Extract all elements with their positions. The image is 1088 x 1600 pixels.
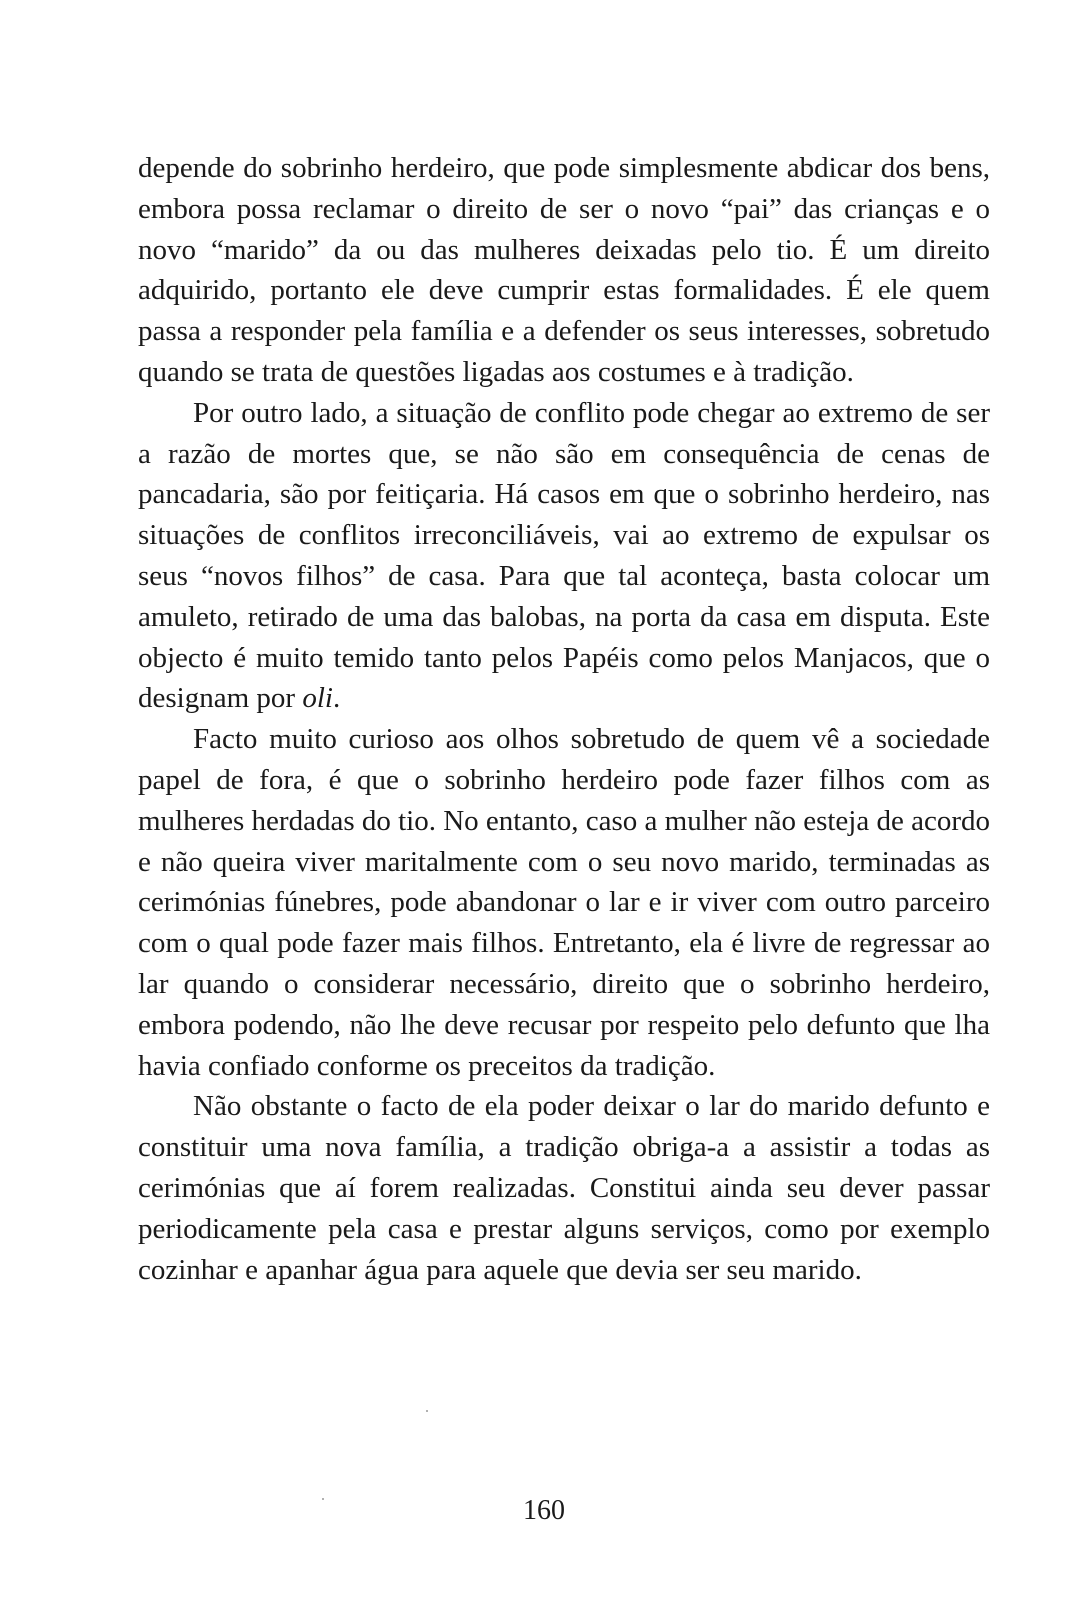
paragraph-2-text: Por outro lado, a situação de conflito pode chegar ao extremo de ser a razão de mortes que, se não são em consequência de cenas de pancadaria, são por feitiçaria. Há casos em que o sobrinho herdeiro, nas situações de conflitos irreconciliáveis, vai ao extremo de expulsar os seus “novos filhos” de casa. Para que tal aconteça, basta colocar um amuleto, retirado de uma das balobas, na porta da casa em disputa. Este objecto é muito temido tanto pelos Papéis como pelos Manjacos, que o designam por: [138, 396, 990, 715]
paragraph-3: Facto muito curioso aos olhos sobretudo de quem vê a sociedade papel de fora, é que o sobrinho herdeiro pode fazer filhos com as mulheres herdadas do tio. No entanto, caso a mulher não esteja de acordo e não queira viver maritalmente com o seu novo marido, terminadas as cerimónias fúnebres, pode abandonar o lar e ir viver com outro parceiro com o qual pode fazer mais filhos. Entretanto, ela é livre de regressar ao lar quando o considerar necessário, direito que o sobrinho herdeiro, embora podendo, não lhe deve recusar por respeito pelo defunto que lha havia confiado conforme os preceitos da tradição.: [138, 723, 990, 1082]
paragraph-1: depende do sobrinho herdeiro, que pode simplesmente abdicar dos bens, embora possa reclamar o direito de ser o novo “pai” das crianças e o novo “marido” da ou das mulheres deixadas pelo tio. É um direito adquirido, portanto ele deve cumprir estas formalidades. É ele quem passa a responder pela família e a defender os seus interesses, sobretudo quando se trata de questões ligadas aos costumes e à tradição.: [138, 152, 990, 388]
paragraph-4: Não obstante o facto de ela poder deixar o lar do marido defunto e constituir uma nova família, a tradição obriga-a a assistir a todas as cerimónias que aí forem realizadas. Constitui ainda seu dever passar periodicamente pela casa e prestar alguns serviços, como por exemplo cozinhar e apanhar água para aquele que devia ser seu marido.: [138, 1090, 990, 1286]
scan-speck: [426, 1410, 428, 1412]
paragraph-2-emphasis: oli: [302, 682, 333, 715]
page-body-text: [138, 148, 990, 1290]
page-number: 160: [523, 1495, 565, 1526]
scan-speck: [322, 1498, 324, 1500]
paragraph-2: [138, 393, 990, 719]
paragraph-2-tail: .: [332, 682, 341, 715]
